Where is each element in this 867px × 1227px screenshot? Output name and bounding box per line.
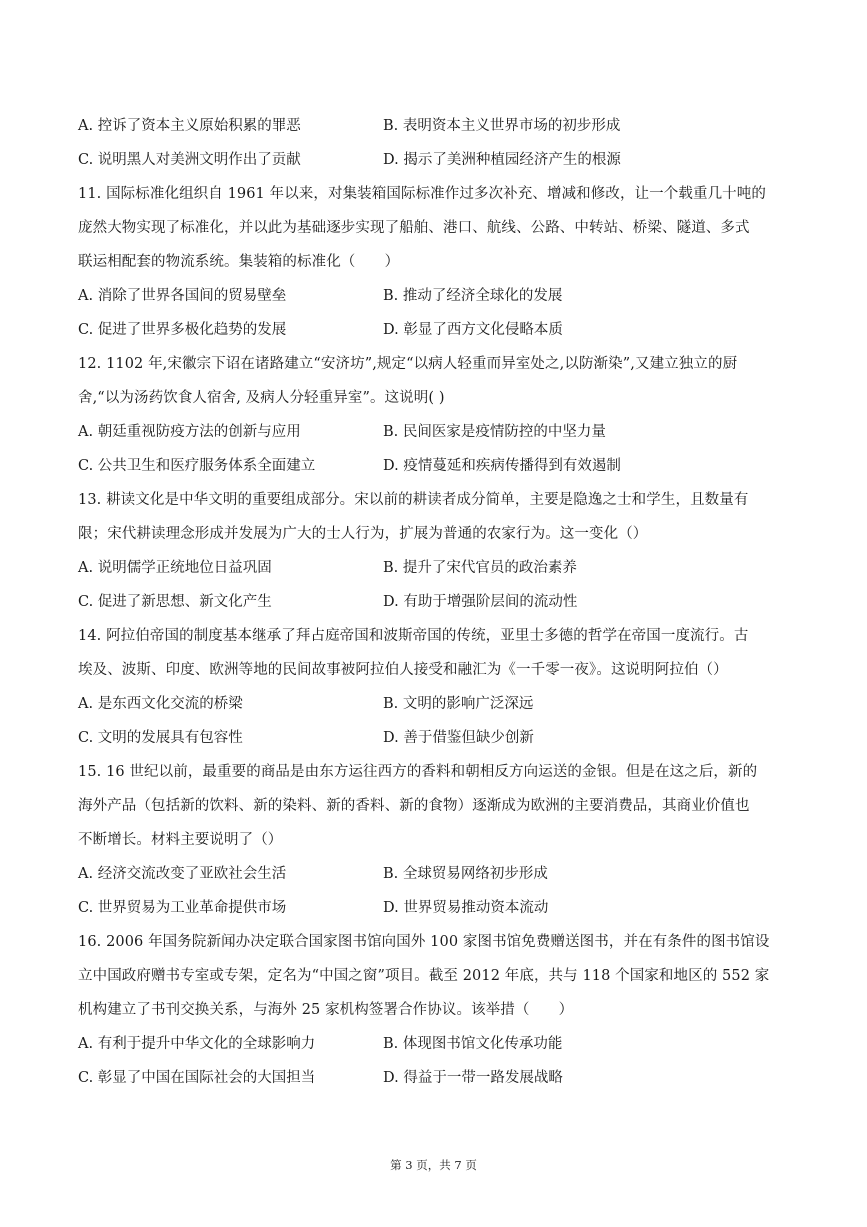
option-b: B. 推动了经济全球化的发展 (383, 288, 563, 304)
option-d: D. 善于借鉴但缺少创新 (383, 730, 534, 746)
page-footer: 第 3 页，共 7 页 (390, 1158, 477, 1172)
option-d: D. 疫情蔓延和疾病传播得到有效遏制 (383, 458, 621, 474)
question-14 (78, 619, 790, 755)
question-stem-line: 14. 阿拉伯帝国的制度基本继承了拜占庭帝国和波斯帝国的传统，亚里士多德的哲学在帝国一度流行。古 (78, 628, 749, 644)
option-b: B. 文明的影响广泛深远 (383, 696, 534, 712)
option-c: C. 彰显了中国在国际社会的大国担当 (78, 1070, 316, 1086)
option-a: A. 有利于提升中华文化的全球影响力 (78, 1036, 316, 1052)
question-12 (78, 347, 790, 483)
question-stem-line: 立中国政府赠书专室或专架，定名为“中国之窗”项目。截至 2012 年底，共与 118 个国家和地区的 552 家 (78, 968, 770, 984)
question-15 (78, 755, 790, 925)
option-a: A. 是东西文化交流的桥梁 (78, 696, 243, 712)
question-stem-line: 不断增长。材料主要说明了（） (78, 832, 283, 848)
question-stem-line: 16. 2006 年国务院新闻办决定联合国家图书馆向国外 100 家图书馆免费赠送图书，并在有条件的图书馆设 (78, 934, 770, 950)
question-list (78, 109, 790, 1095)
question-stem-line: 12. 1102 年,宋徽宗下诏在诸路建立“安济坊”,规定“以病人轻重而异室处之,以防渐染”,又建立独立的厨 (78, 356, 738, 372)
option-d: D. 彰显了西方文化侵略本质 (383, 322, 563, 338)
option-c: C. 促进了新思想、新文化产生 (78, 594, 272, 610)
options-row (78, 1061, 790, 1095)
question-stem-line: 舍,“以为汤药饮食人宿舍, 及病人分轻重异室”。这说明( ) (78, 390, 445, 406)
option-a: A. 朝廷重视防疫方法的创新与应用 (78, 424, 301, 440)
options-row (78, 449, 790, 483)
option-a: A. 说明儒学正统地位日益巩固 (78, 560, 272, 576)
question-16 (78, 925, 790, 1095)
prev-options-row-2 (78, 143, 790, 177)
question-stem-line: 13. 耕读文化是中华文明的重要组成部分。宋以前的耕读者成分简单，主要是隐逸之士和学生，且数量有 (78, 492, 749, 508)
option-c: C. 促进了世界多极化趋势的发展 (78, 322, 287, 338)
option-d: D. 得益于一带一路发展战略 (383, 1070, 563, 1086)
question-stem-line: 埃及、波斯、印度、欧洲等地的民间故事被阿拉伯人接受和融汇为《一千零一夜》。这说明阿拉伯（） (78, 662, 728, 678)
question-stem-line: 15. 16 世纪以前，最重要的商品是由东方运往西方的香料和朝相反方向运送的金银。但是在这之后，新的 (78, 764, 758, 780)
question-13 (78, 483, 790, 619)
question-stem-line: 机构建立了书刊交换关系，与海外 25 家机构签署合作协议。该举措（ ） (78, 1002, 574, 1018)
options-row (78, 721, 790, 755)
option-b: B. 民间医家是疫情防控的中坚力量 (383, 424, 606, 440)
option-a: A. 消除了世界各国间的贸易壁垒 (78, 288, 287, 304)
options-row (78, 687, 790, 721)
option-c: C. 世界贸易为工业革命提供市场 (78, 900, 287, 916)
options-row (78, 585, 790, 619)
option-c: C. 公共卫生和医疗服务体系全面建立 (78, 458, 316, 474)
question-stem-line: 11. 国际标准化组织自 1961 年以来，对集装箱国际标准作过多次补充、增减和修改，让一个载重几十吨的 (78, 186, 766, 202)
option-b: B. 全球贸易网络初步形成 (383, 866, 548, 882)
option-b: B. 体现图书馆文化传承功能 (383, 1036, 563, 1052)
option-b: B. 提升了宋代官员的政治素养 (383, 560, 577, 576)
option-d: D. 有助于增强阶层间的流动性 (383, 594, 578, 610)
options-row (78, 313, 790, 347)
options-row (78, 891, 790, 925)
question-stem-line: 庞然大物实现了标准化，并以此为基础逐步实现了船舶、港口、航线、公路、中转站、桥梁、隧道、多式 (78, 220, 750, 236)
option-d: D. 揭示了美洲种植园经济产生的根源 (383, 152, 621, 168)
options-row (78, 415, 790, 449)
prev-options-row-1 (78, 109, 790, 143)
question-stem-line: 海外产品（包括新的饮料、新的染料、新的香料、新的食物）逐渐成为欧洲的主要消费品，其商业价值也 (78, 798, 750, 814)
option-a: A. 经济交流改变了亚欧社会生活 (78, 866, 287, 882)
option-b: B. 表明资本主义世界市场的初步形成 (383, 118, 621, 134)
option-a: A. 控诉了资本主义原始积累的罪恶 (78, 118, 301, 134)
option-c: C. 文明的发展具有包容性 (78, 730, 243, 746)
option-d: D. 世界贸易推动资本流动 (383, 900, 549, 916)
options-row (78, 857, 790, 891)
question-stem-line: 限；宋代耕读理念形成并发展为广大的士人行为，扩展为普通的农家行为。这一变化（） (78, 526, 648, 542)
options-row (78, 551, 790, 585)
options-row (78, 1027, 790, 1061)
option-c: C. 说明黑人对美洲文明作出了贡献 (78, 152, 301, 168)
question-11 (78, 177, 790, 347)
options-row (78, 279, 790, 313)
question-stem-line: 联运相配套的物流系统。集装箱的标准化（ ） (78, 254, 400, 270)
